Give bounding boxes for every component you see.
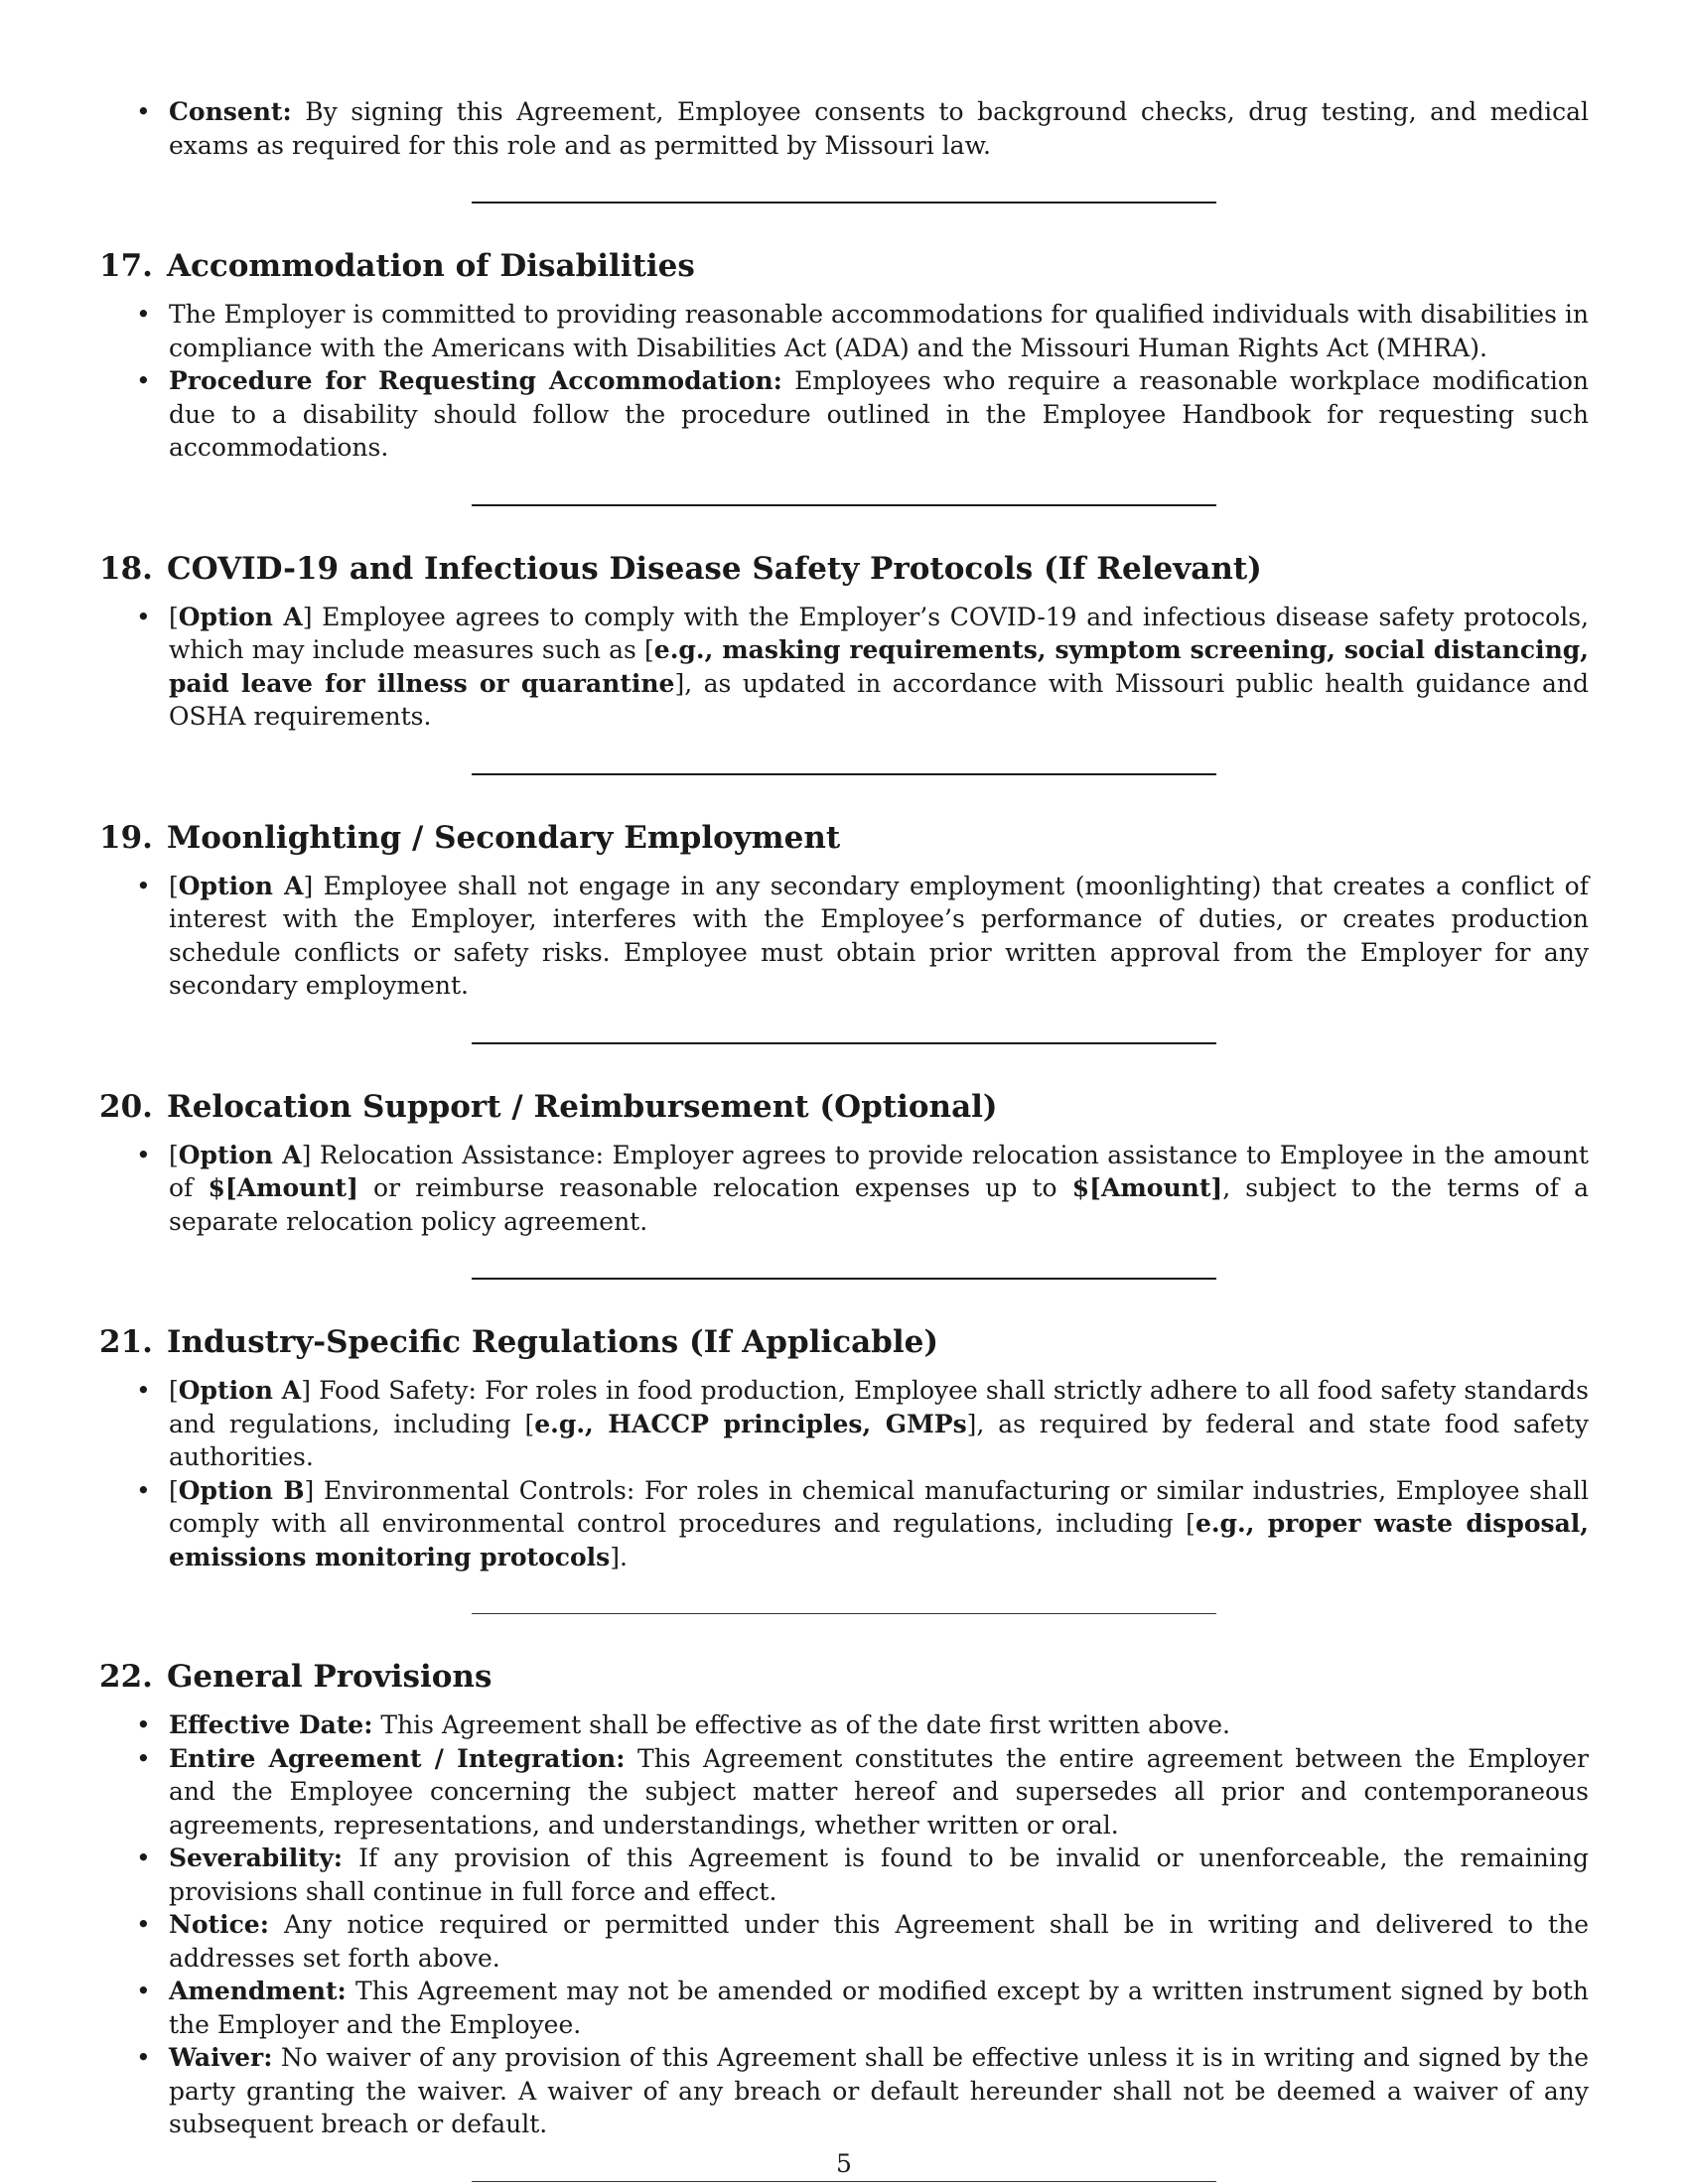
section-20-list [99,1139,1589,1239]
section-heading-19 [99,818,1589,858]
item-text: ]. [610,1542,628,1571]
item-text: , subject to the terms of a separate relocation policy agreement. [169,1173,1589,1236]
item-text: or reimburse reasonable relocation expenses up to [357,1173,1072,1202]
item-lead: Severability: [169,1843,344,1872]
section-number: 17. [99,248,153,284]
section-17-list [99,298,1589,465]
section-divider [472,1613,1216,1614]
list-item [99,2041,1589,2141]
item-text: ] Employee agrees to comply with the Employer’s COVID-19 and infectious disease safety protocols, which may include measures such as [ [169,602,1589,664]
list-item [99,601,1589,734]
section-21-list [99,1374,1589,1573]
section-heading-17 [99,246,1589,286]
section-heading-21 [99,1322,1589,1362]
page-number: 5 [836,2149,852,2178]
section-title: Industry-Specific Regulations (If Applicable) [166,1324,938,1360]
item-lead: Entire Agreement / Integration: [169,1743,626,1773]
item-lead: Waiver: [169,2043,273,2072]
section-title: Moonlighting / Secondary Employment [166,819,841,856]
item-text: [ [169,1376,179,1405]
option-label: Option A [178,1376,302,1405]
option-label: Option A [178,871,304,900]
section-number: 20. [99,1088,153,1125]
section-divider [472,504,1216,506]
list-item [99,1975,1589,2041]
list-item [99,1908,1589,1975]
item-lead: Effective Date: [169,1710,373,1739]
item-text: ], as required by federal and state food safety authorities. [169,1409,1589,1471]
item-text: ], as updated in accordance with Missouri public health guidance and OSHA requirements. [169,668,1589,731]
item-lead: Procedure for Requesting Accommodation: [169,366,782,395]
section-number: 22. [99,1659,153,1695]
item-text: ] Relocation Assistance: Employer agrees to provide relocation assistance to Employee in the amount of [169,1140,1589,1202]
item-text: [ [169,1475,179,1505]
placeholder-text: e.g., proper waste disposal, emissions monitoring protocols [169,1509,1590,1571]
section-number: 19. [99,819,153,856]
item-text: [ [169,602,179,631]
section-divider [472,1278,1216,1280]
item-text: Any notice required or permitted under this Agreement shall be in writing and delivered to the addresses set forth above. [169,1910,1589,1973]
list-item [99,1742,1589,1843]
item-text: This Agreement may not be amended or modified except by a written instrument signed by both the Employer and the Employee. [169,1977,1589,2039]
item-text: This Agreement constitutes the entire agreement between the Employer and the Employee concerning the subject matter hereof and supersedes all prior and contemporaneous agreements, representations, and understandings, whether written or oral. [169,1743,1590,1840]
item-text: If any provision of this Agreement is found to be invalid or unenforceable, the remaining provisions shall continue in full force and effect. [169,1843,1589,1906]
section-heading-20 [99,1087,1589,1127]
section-title: Relocation Support / Reimbursement (Optional) [166,1088,998,1125]
section-divider [472,2181,1216,2182]
item-text: ] Environmental Controls: For roles in chemical manufacturing or similar industries, Employee shall comply with all environmental control procedures and regulations, including [ [169,1475,1589,1538]
section-divider [472,1042,1216,1044]
intro-list [99,95,1589,162]
option-label: Option A [178,602,303,631]
item-lead: Notice: [169,1910,269,1939]
section-divider [472,773,1216,775]
section-title: Accommodation of Disabilities [166,248,695,284]
item-lead: Consent: [169,97,292,126]
section-heading-18 [99,549,1589,589]
option-label: Option A [178,1140,302,1169]
item-text: By signing this Agreement, Employee consents to background checks, drug testing, and medical exams as required for this role and as permitted by Missouri law. [169,97,1589,160]
item-text: Employees who require a reasonable workplace modification due to a disability should follow the procedure outlined in the Employee Handbook for requesting such accommodations. [169,366,1590,462]
list-item [99,870,1589,1003]
document-page [99,95,1589,2182]
list-item [99,1139,1589,1239]
item-text: ] Food Safety: For roles in food production, Employee shall strictly adhere to all food safety standards and regulations, including [ [169,1376,1589,1438]
item-text: ] Employee shall not engage in any secondary employment (moonlighting) that creates a conflict of interest with the Employer, interferes with the Employee’s performance of duties, or creates production schedule conflicts or safety risks. Employee must obtain prior written approval from the Employer for any secondary employment. [169,871,1589,1000]
list-item [99,1374,1589,1474]
item-text: [ [169,871,179,900]
list-item [99,298,1589,364]
section-22-list [99,1708,1589,2141]
option-label: Option B [178,1475,305,1505]
list-item [99,1474,1589,1574]
section-18-list [99,601,1589,734]
item-text: The Employer is committed to providing reasonable accommodations for qualified individuals with disabilities in compliance with the Americans with Disabilities Act (ADA) and the Missouri Human Rights Act (MHRA). [169,300,1589,362]
placeholder-text: e.g., masking requirements, symptom screening, social distancing, paid leave for illness or quarantine [169,635,1589,698]
item-text: [ [169,1140,179,1169]
list-item [99,1708,1589,1742]
amount-placeholder: $[Amount] [1071,1173,1223,1202]
section-19-list [99,870,1589,1003]
list-item [99,95,1589,162]
section-title: COVID-19 and Infectious Disease Safety Protocols (If Relevant) [166,550,1262,587]
section-title: General Provisions [166,1659,492,1695]
section-heading-22 [99,1657,1589,1697]
section-number: 18. [99,550,153,587]
item-text: No waiver of any provision of this Agreement shall be effective unless it is in writing and signed by the party granting the waiver. A waiver of any breach or default hereunder shall not be deemed a waiver of any subsequent breach or default. [169,2043,1589,2138]
section-number: 21. [99,1324,153,1360]
item-text: This Agreement shall be effective as of the date first written above. [372,1710,1230,1739]
amount-placeholder: $[Amount] [208,1173,358,1202]
section-divider [472,202,1216,204]
list-item [99,1842,1589,1908]
item-lead: Amendment: [169,1977,347,2005]
placeholder-text: e.g., HACCP principles, GMPs [534,1409,967,1438]
list-item [99,364,1589,465]
